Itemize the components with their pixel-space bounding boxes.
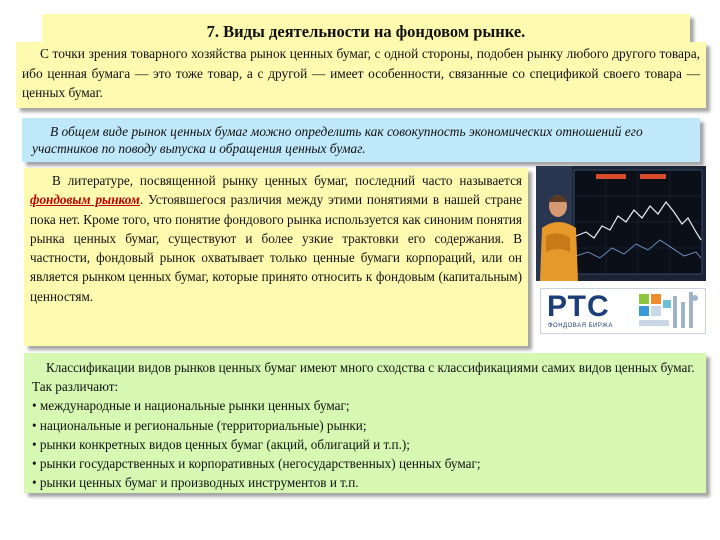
classification-intro: Классификации видов рынков ценных бумаг имеют много сходства с классификациями самих видов ценных бумаг. Так различают: — [32, 360, 695, 395]
rts-logo — [540, 288, 706, 334]
rts-logo-subtitle: ФОНДОВАЯ БИРЖА — [548, 323, 613, 329]
trader-photo-image — [536, 166, 706, 281]
list-item: • рынки ценных бумаг и производных инструментов и т.п. — [32, 475, 359, 491]
rts-logo-text: РТС — [547, 290, 610, 323]
literature-text-end: . Устоявшегося различия между этими понятиями в нашей стране пока нет. Кроме того, что понятие фондового рынка используется как синоним понятия рынка ценных бумаг, существуют и более узкие трактовки его содержания. В частности, фондовый рынок охватывает только ценные бумаги корпораций, или он является рынком ценных бумаг, которые принято относить к фондовым (капитальным) ценностям. — [30, 192, 522, 304]
slide-title: 7. Виды деятельности на фондовом рынке. — [206, 22, 526, 41]
classification-box — [24, 353, 706, 493]
list-item: • международные и национальные рынки ценных бумаг; — [32, 398, 350, 414]
trader-photo — [536, 166, 706, 281]
list-item: • рынки государственных и корпоративных (негосударственных) ценных бумаг; — [32, 456, 481, 472]
rts-logo-graphic — [633, 290, 703, 334]
intro-paragraph: С точки зрения товарного хозяйства рынок ценных бумаг, с одной стороны, подобен рынку любого другого товара, ибо ценная бумага — это тоже товар, а с другой — имеет особенности, связанные со спецификой своего товара — ценных бумаг. — [16, 42, 706, 108]
literature-paragraph — [24, 168, 528, 346]
classification-list — [32, 396, 698, 492]
definition-paragraph: В общем виде рынок ценных бумаг можно определить как совокупность экономических отношений его участников по поводу выпуска и обращения ценных бумаг. — [22, 118, 700, 162]
list-item: • рынки конкретных видов ценных бумаг (акций, облигаций и т.п.); — [32, 436, 410, 452]
stock-market-term: фондовым рынком — [30, 192, 140, 208]
list-item: • национальные и региональные (территориальные) рынки; — [32, 417, 367, 433]
literature-text-start: В литературе, посвященной рынку ценных бумаг, последний часто называется — [52, 173, 522, 188]
